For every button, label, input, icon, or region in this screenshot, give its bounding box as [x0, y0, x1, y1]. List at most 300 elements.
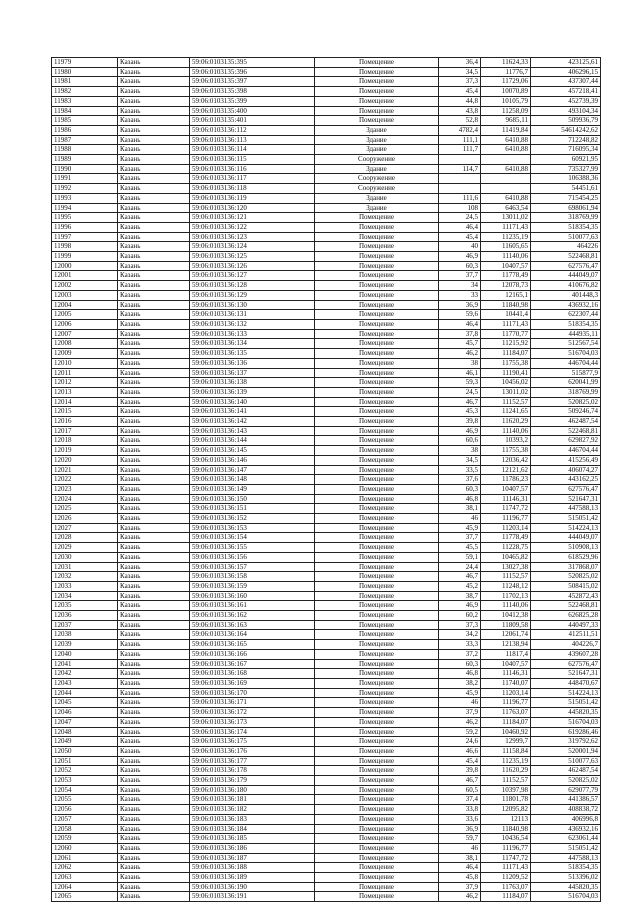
object-type-cell: Помещение [315, 737, 439, 747]
row-number-cell: 12037 [52, 620, 118, 630]
cadastral-value-cell: 715454,25 [531, 193, 601, 203]
cadastral-number-cell: 59:06:0103136:184 [190, 824, 315, 834]
cadastral-value-cell: 410676,82 [531, 281, 601, 291]
table-row [52, 116, 601, 126]
row-number-cell: 12024 [52, 494, 118, 504]
price-per-unit-cell: 11755,38 [481, 358, 531, 368]
cadastral-value-cell: 515877,9 [531, 368, 601, 378]
object-type-cell: Помещение [315, 96, 439, 106]
city-cell: Казань [118, 397, 190, 407]
price-per-unit-cell: 11158,84 [481, 746, 531, 756]
area-cell: 45,9 [439, 523, 481, 533]
table-row [52, 737, 601, 747]
object-type-cell: Помещение [315, 300, 439, 310]
price-per-unit-cell: 10397,98 [481, 785, 531, 795]
table-row [52, 339, 601, 349]
table-row [52, 873, 601, 883]
price-per-unit-cell: 13011,02 [481, 213, 531, 223]
city-cell: Казань [118, 87, 190, 97]
price-per-unit-cell: 11209,52 [481, 873, 531, 883]
cadastral-value-cell: 447588,13 [531, 853, 601, 863]
row-number-cell: 12000 [52, 261, 118, 271]
cadastral-value-cell: 514224,13 [531, 688, 601, 698]
cadastral-value-cell: 626825,28 [531, 611, 601, 621]
area-cell: 114,7 [439, 164, 481, 174]
table-row [52, 290, 601, 300]
area-cell: 37,7 [439, 271, 481, 281]
price-per-unit-cell: 11171,43 [481, 863, 531, 873]
cadastral-number-cell: 59:06:0103136:153 [190, 523, 315, 533]
table-row [52, 562, 601, 572]
cadastral-value-cell: 508415,02 [531, 581, 601, 591]
city-cell: Казань [118, 776, 190, 786]
cadastral-value-cell: 618529,96 [531, 552, 601, 562]
cadastral-number-cell: 59:06:0103136:137 [190, 368, 315, 378]
price-per-unit-cell: 11235,19 [481, 756, 531, 766]
cadastral-number-cell: 59:06:0103136:148 [190, 475, 315, 485]
cadastral-number-cell: 59:06:0103136:166 [190, 649, 315, 659]
row-number-cell: 11998 [52, 242, 118, 252]
cadastral-number-cell: 59:06:0103136:124 [190, 242, 315, 252]
price-per-unit-cell: 11196,77 [481, 843, 531, 853]
cadastral-value-cell: 520825,02 [531, 776, 601, 786]
table-row [52, 834, 601, 844]
cadastral-value-cell: 318769,99 [531, 213, 601, 223]
row-number-cell: 12029 [52, 543, 118, 553]
cadastral-number-cell: 59:06:0103136:185 [190, 834, 315, 844]
row-number-cell: 11991 [52, 174, 118, 184]
row-number-cell: 12048 [52, 727, 118, 737]
cadastral-number-cell: 59:06:0103136:162 [190, 611, 315, 621]
row-number-cell: 11983 [52, 96, 118, 106]
cadastral-value-cell: 444049,07 [531, 271, 601, 281]
price-per-unit-cell [481, 184, 531, 194]
cadastral-number-cell: 59:06:0103135:400 [190, 106, 315, 116]
table-row [52, 319, 601, 329]
city-cell: Казань [118, 785, 190, 795]
table-row [52, 417, 601, 427]
city-cell: Казань [118, 174, 190, 184]
table-row [52, 349, 601, 359]
city-cell: Казань [118, 446, 190, 456]
cadastral-number-cell: 59:06:0103136:113 [190, 135, 315, 145]
table-row [52, 766, 601, 776]
city-cell: Казань [118, 145, 190, 155]
cadastral-number-cell: 59:06:0103136:167 [190, 659, 315, 669]
area-cell [439, 184, 481, 194]
cadastral-number-cell: 59:06:0103136:133 [190, 329, 315, 339]
object-type-cell: Помещение [315, 756, 439, 766]
row-number-cell: 12017 [52, 426, 118, 436]
table-row [52, 174, 601, 184]
price-per-unit-cell: 11184,07 [481, 892, 531, 902]
price-per-unit-cell: 11152,57 [481, 572, 531, 582]
table-row [52, 426, 601, 436]
city-cell: Казань [118, 455, 190, 465]
city-cell: Казань [118, 698, 190, 708]
area-cell: 60,3 [439, 484, 481, 494]
area-cell: 24,4 [439, 562, 481, 572]
cadastral-value-cell: 629827,92 [531, 436, 601, 446]
cadastral-value-cell: 401448,3 [531, 290, 601, 300]
row-number-cell: 12039 [52, 640, 118, 650]
cadastral-number-cell: 59:06:0103136:186 [190, 843, 315, 853]
table-row [52, 611, 601, 621]
table-row [52, 213, 601, 223]
object-type-cell: Помещение [315, 824, 439, 834]
table-row [52, 523, 601, 533]
price-per-unit-cell: 11763,07 [481, 882, 531, 892]
city-cell: Казань [118, 795, 190, 805]
city-cell: Казань [118, 77, 190, 87]
area-cell: 38 [439, 358, 481, 368]
table-row [52, 222, 601, 232]
area-cell: 46,8 [439, 494, 481, 504]
city-cell: Казань [118, 805, 190, 815]
cadastral-number-cell: 59:06:0103136:180 [190, 785, 315, 795]
price-per-unit-cell: 11809,58 [481, 620, 531, 630]
cadastral-number-cell: 59:06:0103136:122 [190, 222, 315, 232]
row-number-cell: 11985 [52, 116, 118, 126]
price-per-unit-cell: 11241,65 [481, 407, 531, 417]
city-cell: Казань [118, 261, 190, 271]
city-cell: Казань [118, 591, 190, 601]
city-cell: Казань [118, 319, 190, 329]
row-number-cell: 12004 [52, 300, 118, 310]
area-cell: 34,2 [439, 630, 481, 640]
area-cell: 45,3 [439, 407, 481, 417]
row-number-cell: 12005 [52, 310, 118, 320]
row-number-cell: 12058 [52, 824, 118, 834]
cadastral-value-cell: 735327,99 [531, 164, 601, 174]
cadastral-value-cell: 436932,16 [531, 300, 601, 310]
cadastral-value-cell: 627576,47 [531, 484, 601, 494]
cadastral-number-cell: 59:06:0103136:161 [190, 601, 315, 611]
table-row [52, 552, 601, 562]
cadastral-value-cell: 437307,44 [531, 77, 601, 87]
cadastral-number-cell: 59:06:0103136:160 [190, 591, 315, 601]
price-per-unit-cell: 10412,38 [481, 611, 531, 621]
area-cell: 37,3 [439, 620, 481, 630]
row-number-cell: 12057 [52, 814, 118, 824]
city-cell: Казань [118, 436, 190, 446]
area-cell: 59,7 [439, 834, 481, 844]
price-per-unit-cell: 11778,49 [481, 271, 531, 281]
cadastral-number-cell: 59:06:0103135:398 [190, 87, 315, 97]
price-per-unit-cell: 11171,43 [481, 319, 531, 329]
cadastral-value-cell: 518354,35 [531, 863, 601, 873]
price-per-unit-cell: 11190,41 [481, 368, 531, 378]
cadastral-number-cell: 59:06:0103136:169 [190, 679, 315, 689]
area-cell: 38,1 [439, 504, 481, 514]
row-number-cell: 12035 [52, 601, 118, 611]
price-per-unit-cell: 11747,72 [481, 504, 531, 514]
table-row [52, 203, 601, 213]
price-per-unit-cell: 10441,4 [481, 310, 531, 320]
area-cell: 45,2 [439, 581, 481, 591]
price-per-unit-cell: 6410,88 [481, 135, 531, 145]
city-cell: Казань [118, 135, 190, 145]
row-number-cell: 12050 [52, 746, 118, 756]
table-row [52, 863, 601, 873]
table-row [52, 77, 601, 87]
row-number-cell: 11996 [52, 222, 118, 232]
city-cell: Казань [118, 193, 190, 203]
price-per-unit-cell: 11146,31 [481, 669, 531, 679]
cadastral-number-cell: 59:06:0103136:163 [190, 620, 315, 630]
city-cell: Казань [118, 349, 190, 359]
area-cell: 33,6 [439, 814, 481, 824]
object-type-cell: Помещение [315, 572, 439, 582]
object-type-cell: Помещение [315, 581, 439, 591]
price-per-unit-cell: 10465,82 [481, 552, 531, 562]
cadastral-value-cell: 448470,67 [531, 679, 601, 689]
area-cell [439, 155, 481, 165]
city-cell: Казань [118, 824, 190, 834]
object-type-cell: Помещение [315, 339, 439, 349]
price-per-unit-cell: 12095,82 [481, 805, 531, 815]
cadastral-value-cell: 444049,07 [531, 533, 601, 543]
table-row [52, 746, 601, 756]
cadastral-value-cell: 627576,47 [531, 261, 601, 271]
cadastral-number-cell: 59:06:0103136:123 [190, 232, 315, 242]
cadastral-value-cell: 712248,82 [531, 135, 601, 145]
cadastral-number-cell: 59:06:0103135:396 [190, 67, 315, 77]
cadastral-number-cell: 59:06:0103136:150 [190, 494, 315, 504]
object-type-cell: Помещение [315, 630, 439, 640]
cadastral-value-cell: 445820,35 [531, 882, 601, 892]
object-type-cell: Помещение [315, 620, 439, 630]
cadastral-value-cell: 619286,46 [531, 727, 601, 737]
cadastral-number-cell: 59:06:0103136:129 [190, 290, 315, 300]
area-cell: 46,7 [439, 397, 481, 407]
city-cell: Казань [118, 67, 190, 77]
table-row [52, 630, 601, 640]
city-cell: Казань [118, 892, 190, 902]
cadastral-number-cell: 59:06:0103136:140 [190, 397, 315, 407]
area-cell: 37,9 [439, 708, 481, 718]
city-cell: Казань [118, 572, 190, 582]
object-type-cell: Здание [315, 193, 439, 203]
city-cell: Казань [118, 523, 190, 533]
table-row [52, 232, 601, 242]
cadastral-number-cell: 59:06:0103136:164 [190, 630, 315, 640]
price-per-unit-cell: 11620,29 [481, 417, 531, 427]
cadastral-number-cell: 59:06:0103136:120 [190, 203, 315, 213]
cadastral-value-cell: 318769,99 [531, 387, 601, 397]
cadastral-number-cell: 59:06:0103136:131 [190, 310, 315, 320]
price-per-unit-cell: 11196,77 [481, 514, 531, 524]
cadastral-value-cell: 629077,79 [531, 785, 601, 795]
table-row [52, 640, 601, 650]
area-cell: 33,8 [439, 805, 481, 815]
city-cell: Казань [118, 843, 190, 853]
cadastral-value-cell: 436932,16 [531, 824, 601, 834]
table-row [52, 455, 601, 465]
object-type-cell: Помещение [315, 776, 439, 786]
area-cell: 36,9 [439, 824, 481, 834]
price-per-unit-cell: 6463,54 [481, 203, 531, 213]
price-per-unit-cell: 10105,79 [481, 96, 531, 106]
price-per-unit-cell: 12113 [481, 814, 531, 824]
cadastral-number-cell: 59:06:0103136:182 [190, 805, 315, 815]
object-type-cell: Помещение [315, 892, 439, 902]
cadastral-number-cell: 59:06:0103136:174 [190, 727, 315, 737]
row-number-cell: 12065 [52, 892, 118, 902]
object-type-cell: Помещение [315, 873, 439, 883]
city-cell: Казань [118, 533, 190, 543]
price-per-unit-cell: 11203,14 [481, 688, 531, 698]
table-row [52, 572, 601, 582]
table-row [52, 785, 601, 795]
city-cell: Казань [118, 688, 190, 698]
object-type-cell: Помещение [315, 853, 439, 863]
cadastral-value-cell: 443162,25 [531, 475, 601, 485]
area-cell: 38 [439, 446, 481, 456]
object-type-cell: Здание [315, 125, 439, 135]
city-cell: Казань [118, 717, 190, 727]
price-per-unit-cell: 11605,65 [481, 242, 531, 252]
cadastral-number-cell: 59:06:0103136:158 [190, 572, 315, 582]
object-type-cell: Помещение [315, 465, 439, 475]
price-per-unit-cell: 11763,07 [481, 708, 531, 718]
row-number-cell: 12052 [52, 766, 118, 776]
city-cell: Казань [118, 620, 190, 630]
object-type-cell: Здание [315, 135, 439, 145]
area-cell: 34,5 [439, 67, 481, 77]
city-cell: Казань [118, 552, 190, 562]
object-type-cell: Здание [315, 203, 439, 213]
row-number-cell: 12019 [52, 446, 118, 456]
cadastral-value-cell: 446704,44 [531, 358, 601, 368]
city-cell: Казань [118, 679, 190, 689]
object-type-cell: Помещение [315, 562, 439, 572]
cadastral-number-cell: 59:06:0103136:149 [190, 484, 315, 494]
object-type-cell: Помещение [315, 349, 439, 359]
table-row [52, 824, 601, 834]
table-row [52, 756, 601, 766]
row-number-cell: 12025 [52, 504, 118, 514]
area-cell: 37,4 [439, 795, 481, 805]
row-number-cell: 12045 [52, 698, 118, 708]
object-type-cell: Помещение [315, 543, 439, 553]
row-number-cell: 12031 [52, 562, 118, 572]
price-per-unit-cell: 12121,62 [481, 465, 531, 475]
price-per-unit-cell: 11747,72 [481, 853, 531, 863]
row-number-cell: 12006 [52, 319, 118, 329]
row-number-cell: 12027 [52, 523, 118, 533]
object-type-cell: Помещение [315, 669, 439, 679]
row-number-cell: 12042 [52, 669, 118, 679]
area-cell: 46 [439, 698, 481, 708]
price-per-unit-cell: 11840,98 [481, 300, 531, 310]
cadastral-number-cell: 59:06:0103136:190 [190, 882, 315, 892]
cadastral-value-cell: 406996,8 [531, 814, 601, 824]
area-cell: 46,2 [439, 892, 481, 902]
property-table [51, 57, 601, 902]
city-cell: Казань [118, 475, 190, 485]
price-per-unit-cell: 11624,33 [481, 58, 531, 68]
cadastral-number-cell: 59:06:0103136:144 [190, 436, 315, 446]
cadastral-value-cell: 415256,49 [531, 455, 601, 465]
object-type-cell: Помещение [315, 805, 439, 815]
table-row [52, 300, 601, 310]
city-cell: Казань [118, 164, 190, 174]
row-number-cell: 12038 [52, 630, 118, 640]
city-cell: Казань [118, 271, 190, 281]
city-cell: Казань [118, 494, 190, 504]
cadastral-number-cell: 59:06:0103136:157 [190, 562, 315, 572]
city-cell: Казань [118, 543, 190, 553]
table-row [52, 581, 601, 591]
price-per-unit-cell: 11152,57 [481, 397, 531, 407]
object-type-cell: Помещение [315, 58, 439, 68]
table-row [52, 155, 601, 165]
cadastral-number-cell: 59:06:0103136:154 [190, 533, 315, 543]
area-cell: 52,8 [439, 116, 481, 126]
cadastral-value-cell: 510077,63 [531, 232, 601, 242]
area-cell: 45,9 [439, 688, 481, 698]
cadastral-value-cell: 447588,13 [531, 504, 601, 514]
object-type-cell: Здание [315, 145, 439, 155]
row-number-cell: 12060 [52, 843, 118, 853]
city-cell: Казань [118, 649, 190, 659]
cadastral-number-cell: 59:06:0103136:134 [190, 339, 315, 349]
price-per-unit-cell: 11817,4 [481, 649, 531, 659]
object-type-cell: Помещение [315, 523, 439, 533]
cadastral-value-cell: 515051,42 [531, 698, 601, 708]
cadastral-number-cell: 59:06:0103136:178 [190, 766, 315, 776]
object-type-cell: Помещение [315, 116, 439, 126]
table-row [52, 387, 601, 397]
object-type-cell: Помещение [315, 378, 439, 388]
table-row [52, 145, 601, 155]
table-row [52, 591, 601, 601]
cadastral-number-cell: 59:06:0103135:399 [190, 96, 315, 106]
cadastral-number-cell: 59:06:0103136:171 [190, 698, 315, 708]
table-row [52, 698, 601, 708]
cadastral-number-cell: 59:06:0103135:395 [190, 58, 315, 68]
row-number-cell: 12022 [52, 475, 118, 485]
table-row [52, 164, 601, 174]
table-row [52, 669, 601, 679]
cadastral-number-cell: 59:06:0103136:152 [190, 514, 315, 524]
city-cell: Казань [118, 213, 190, 223]
row-number-cell: 11999 [52, 252, 118, 262]
cadastral-value-cell: 509936,79 [531, 116, 601, 126]
city-cell: Казань [118, 882, 190, 892]
cadastral-value-cell: 522468,81 [531, 252, 601, 262]
city-cell: Казань [118, 426, 190, 436]
city-cell: Казань [118, 358, 190, 368]
object-type-cell: Помещение [315, 77, 439, 87]
table-row [52, 533, 601, 543]
cadastral-number-cell: 59:06:0103136:181 [190, 795, 315, 805]
area-cell: 46,9 [439, 426, 481, 436]
city-cell: Казань [118, 184, 190, 194]
object-type-cell: Помещение [315, 795, 439, 805]
cadastral-number-cell: 59:06:0103136:114 [190, 145, 315, 155]
row-number-cell: 12064 [52, 882, 118, 892]
area-cell: 24,5 [439, 387, 481, 397]
row-number-cell: 12055 [52, 795, 118, 805]
price-per-unit-cell: 13011,02 [481, 387, 531, 397]
area-cell: 60,3 [439, 261, 481, 271]
cadastral-value-cell: 452739,39 [531, 96, 601, 106]
price-per-unit-cell: 11235,19 [481, 232, 531, 242]
cadastral-number-cell: 59:06:0103136:117 [190, 174, 315, 184]
cadastral-value-cell: 452872,43 [531, 591, 601, 601]
